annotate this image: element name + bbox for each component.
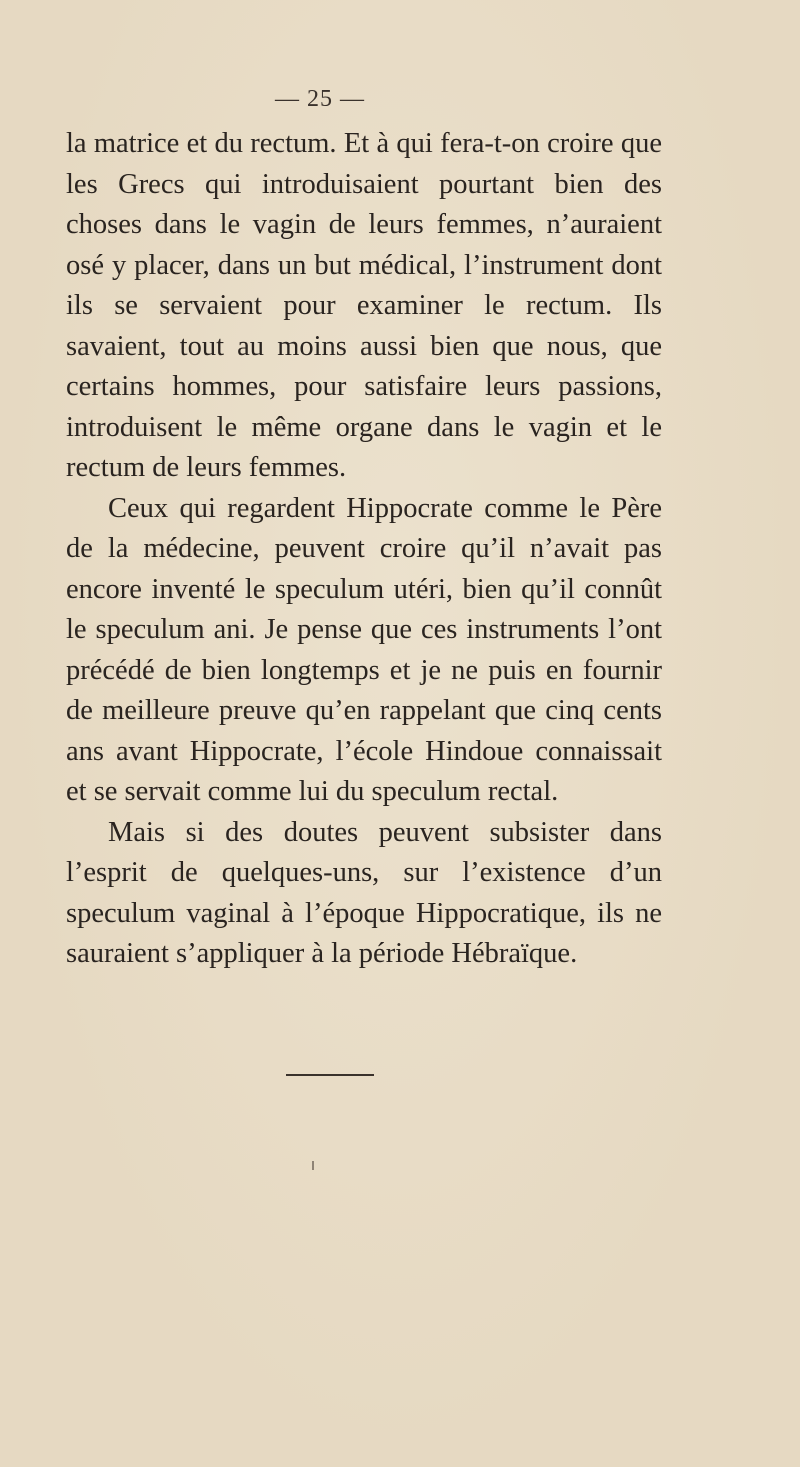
section-rule	[286, 1074, 374, 1076]
paragraph-continuation: la matrice et du rectum. Et à qui fera-t-on croire que les Grecs qui introduisaient pourtant bien des choses dans le vagin de leurs femmes, n’auraient osé y placer, dans un but médical, l’instrument dont ils se servaient pour examiner le rectum. Ils savaient, tout au moins aussi bien que nous, que certains hommes, pour satisfaire leurs passions, introduisent le même organe dans le vagin et le rectum de leurs femmes.	[66, 128, 662, 483]
body-text	[66, 124, 662, 975]
paragraph-hippocrate: Ceux qui regardent Hippocrate comme le Père de la médecine, peuvent croire qu’il n’avait pas encore inventé le speculum utéri, bien qu’il connût le speculum ani. Je pense que ces instruments l’ont précédé de bien longtemps et je ne puis en fournir de meilleure preuve qu’en rappelant que cinq cents ans avant Hippocrate, l’école Hindoue connaissait et se servait comme lui du speculum rectal.	[66, 492, 662, 807]
page-number: — 25 —	[275, 86, 365, 112]
paragraph-doutes: Mais si des doutes peuvent subsister dans l’esprit de quelques-uns, sur l’existence d’un speculum vaginal à l’époque Hippocratique, ils ne sauraient s’appliquer à la période Hébraïque.	[66, 816, 662, 969]
paper-mark	[312, 1161, 314, 1170]
